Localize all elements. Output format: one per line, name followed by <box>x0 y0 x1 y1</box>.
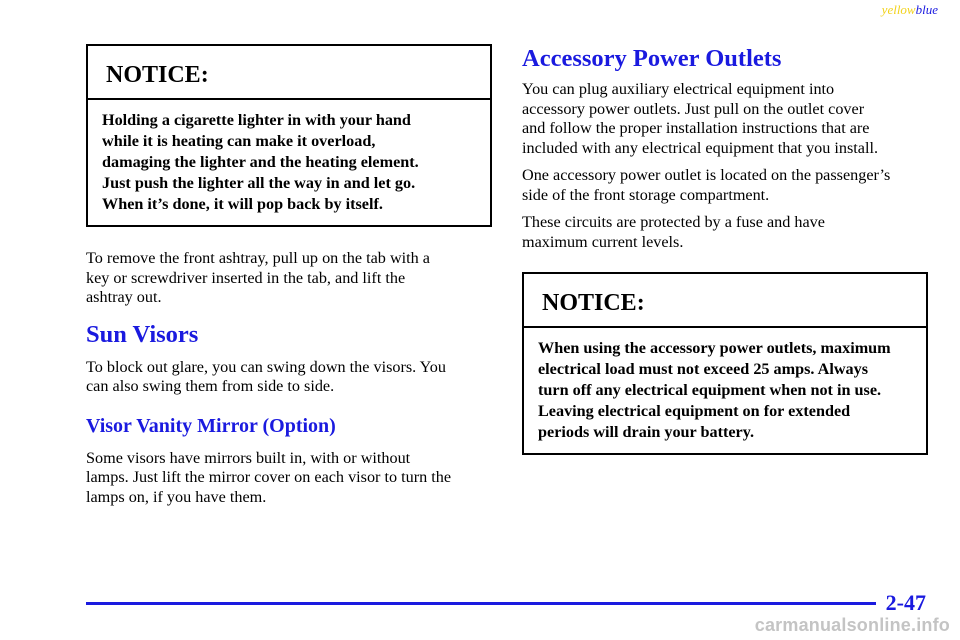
notice-line: while it is heating can make it overload, <box>102 132 376 150</box>
vanity-mirror-heading: Visor Vanity Mirror (Option) <box>86 414 336 437</box>
ashtray-paragraph: To remove the front ashtray, pull up on the tab with a key or screwdriver inserted in the tab, and lift the ashtray out. <box>86 249 430 306</box>
lighter-notice-box <box>86 44 492 227</box>
tag-yellow: yellow <box>881 2 916 17</box>
outlets-notice-box <box>522 272 928 455</box>
notice-body <box>524 328 926 453</box>
color-tag <box>882 2 938 18</box>
right-column <box>522 44 930 455</box>
notice-line: periods will drain your battery. <box>538 423 754 441</box>
sun-visors-heading: Sun Visors <box>86 320 199 348</box>
outlets-paragraph-3: These circuits are protected by a fuse and have maximum current levels. <box>522 213 825 251</box>
notice-line: When using the accessory power outlets, maximum <box>538 339 891 357</box>
page-number: 2-47 <box>885 590 926 615</box>
notice-line: damaging the lighter and the heating element. <box>102 153 419 171</box>
notice-line: Just push the lighter all the way in and let go. <box>102 174 416 192</box>
notice-line: electrical load must not exceed 25 amps. Always <box>538 360 869 378</box>
notice-title: NOTICE: <box>524 274 926 328</box>
watermark: carmanualsonline.info <box>754 615 950 635</box>
vanity-mirror-paragraph: Some visors have mirrors built in, with or without lamps. Just lift the mirror cover on each visor to turn the lamps on, if you have them. <box>86 448 452 506</box>
notice-line: When it’s done, it will pop back by itself. <box>102 195 383 213</box>
notice-line: turn off any electrical equipment when not in use. <box>538 381 882 399</box>
power-outlets-heading: Accessory Power Outlets <box>522 45 782 72</box>
notice-body <box>88 100 490 225</box>
left-column <box>86 44 492 507</box>
notice-line: Holding a cigarette lighter in with your hand <box>102 111 411 129</box>
notice-title: NOTICE: <box>88 46 490 100</box>
sun-visors-paragraph: To block out glare, you can swing down the visors. You can also swing them from side to side. <box>86 357 446 395</box>
tag-blue: blue <box>915 2 938 17</box>
outlets-paragraph-2: One accessory power outlet is located on the passenger’s side of the front storage compartment. <box>522 166 891 204</box>
notice-line: Leaving electrical equipment on for extended <box>538 402 851 420</box>
outlets-paragraph-1: You can plug auxiliary electrical equipment into accessory power outlets. Just pull on the outlet cover and follow the proper installation instructions that are included with any electrical equipment that you install. <box>522 80 879 157</box>
footer-rule <box>86 602 876 605</box>
